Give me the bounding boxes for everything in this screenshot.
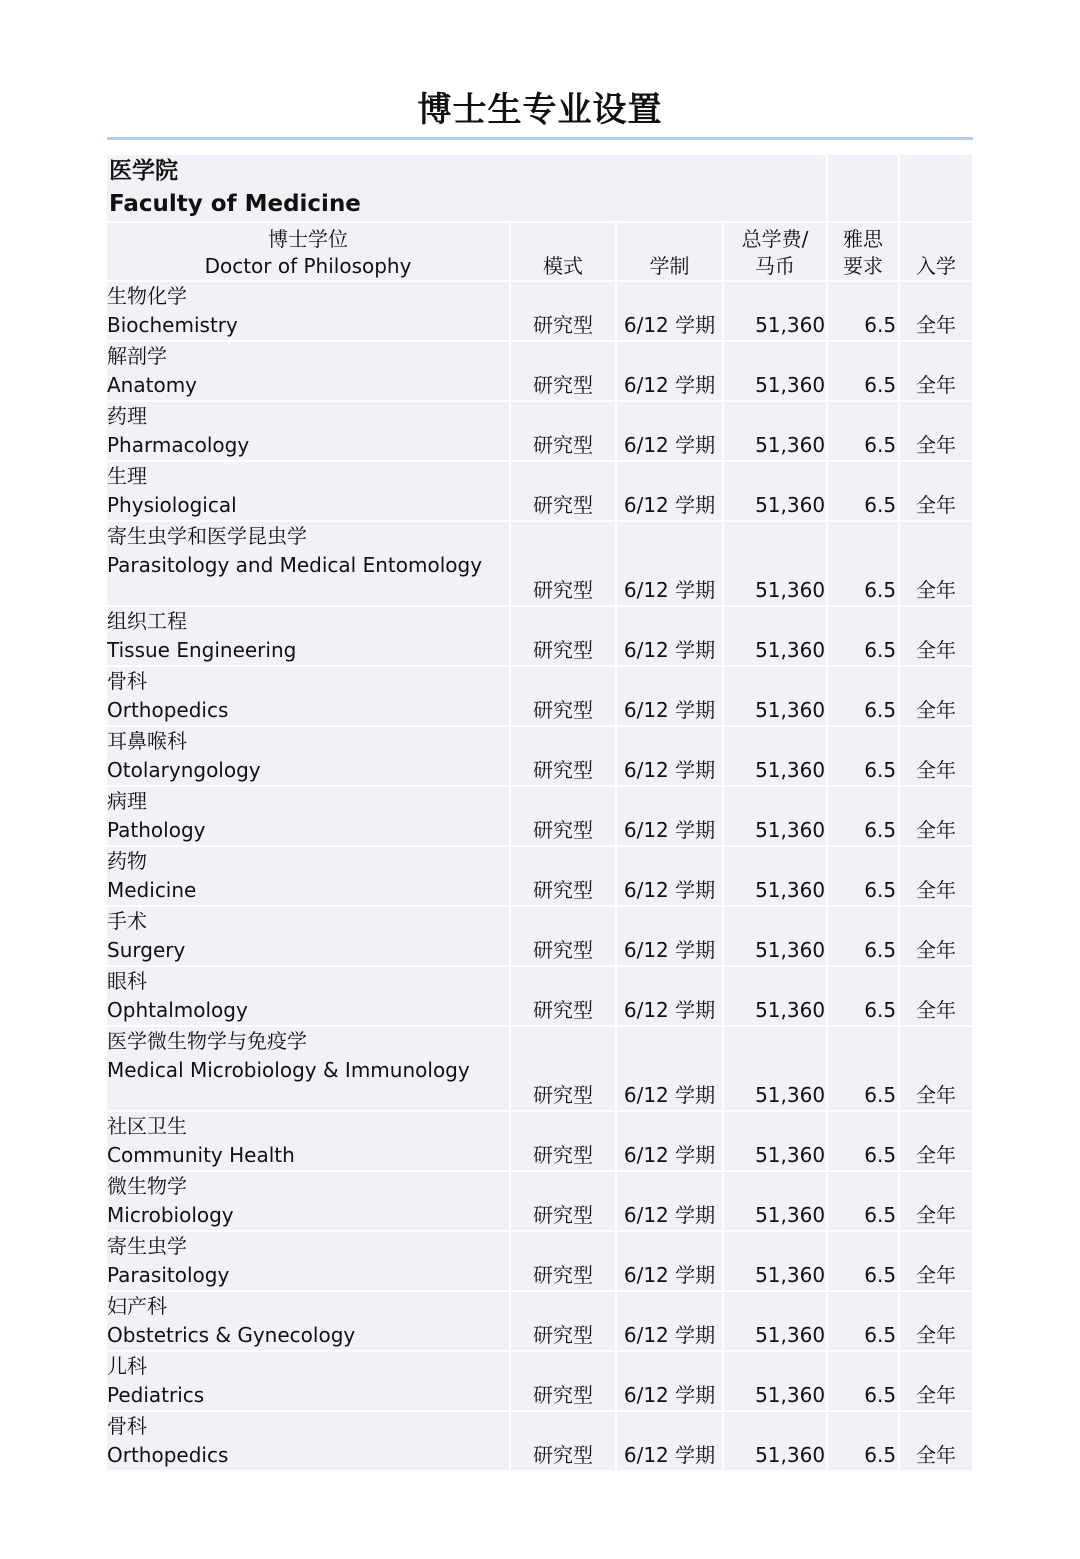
table-header-row	[107, 222, 973, 281]
program-ielts: 6.5	[827, 401, 899, 461]
program-mode: 研究型	[510, 281, 616, 341]
program-ielts: 6.5	[827, 1111, 899, 1171]
program-duration: 6/12 学期	[616, 461, 723, 521]
program-intake: 全年	[899, 1026, 973, 1111]
program-name-cn: 生物化学	[107, 284, 187, 308]
header-intake: 入学	[899, 222, 973, 281]
header-fee-line1: 总学费/	[741, 227, 809, 251]
program-intake: 全年	[899, 521, 973, 606]
program-mode: 研究型	[510, 666, 616, 726]
program-fee: 51,360	[723, 461, 827, 521]
program-ielts: 6.5	[827, 1026, 899, 1111]
table-row	[107, 1411, 973, 1471]
program-mode: 研究型	[510, 521, 616, 606]
program-fee: 51,360	[723, 1291, 827, 1351]
program-name-cn: 解剖学	[107, 344, 167, 368]
program-duration: 6/12 学期	[616, 726, 723, 786]
program-ielts: 6.5	[827, 906, 899, 966]
program-intake: 全年	[899, 606, 973, 666]
program-name-cn: 耳鼻喉科	[107, 729, 187, 753]
program-name-en: Biochemistry	[107, 313, 238, 337]
program-duration: 6/12 学期	[616, 786, 723, 846]
program-ielts: 6.5	[827, 521, 899, 606]
program-name-cn: 药理	[107, 404, 147, 428]
program-duration: 6/12 学期	[616, 1171, 723, 1231]
program-fee: 51,360	[723, 1026, 827, 1111]
program-mode: 研究型	[510, 606, 616, 666]
program-name-cell	[107, 1171, 510, 1231]
program-name-en: Anatomy	[107, 373, 198, 397]
program-fee: 51,360	[723, 906, 827, 966]
program-mode: 研究型	[510, 461, 616, 521]
program-fee: 51,360	[723, 726, 827, 786]
table-row	[107, 786, 973, 846]
program-ielts: 6.5	[827, 281, 899, 341]
program-intake: 全年	[899, 966, 973, 1026]
program-duration: 6/12 学期	[616, 521, 723, 606]
table-row	[107, 846, 973, 906]
program-name-cell	[107, 1411, 510, 1471]
program-name-en: Pediatrics	[107, 1383, 205, 1407]
program-mode: 研究型	[510, 341, 616, 401]
table-row	[107, 966, 973, 1026]
program-mode: 研究型	[510, 1291, 616, 1351]
title-divider	[107, 137, 973, 140]
program-name-cn: 微生物学	[107, 1174, 187, 1198]
program-duration: 6/12 学期	[616, 1411, 723, 1471]
header-mode: 模式	[510, 222, 616, 281]
program-mode: 研究型	[510, 1171, 616, 1231]
program-ielts: 6.5	[827, 341, 899, 401]
table-row	[107, 281, 973, 341]
table-row	[107, 726, 973, 786]
program-name-cell	[107, 906, 510, 966]
program-intake: 全年	[899, 461, 973, 521]
faculty-name-cn: 医学院	[109, 158, 178, 184]
header-degree-cn: 博士学位	[268, 227, 348, 251]
program-name-cell	[107, 1291, 510, 1351]
program-name-cell	[107, 1351, 510, 1411]
program-name-cell	[107, 1231, 510, 1291]
program-intake: 全年	[899, 1291, 973, 1351]
program-name-cn: 骨科	[107, 1414, 147, 1438]
header-duration: 学制	[616, 222, 723, 281]
program-ielts: 6.5	[827, 1231, 899, 1291]
program-intake: 全年	[899, 726, 973, 786]
program-name-en: Medical Microbiology & Immunology	[107, 1058, 470, 1082]
program-ielts: 6.5	[827, 666, 899, 726]
faculty-row	[107, 155, 973, 222]
program-ielts: 6.5	[827, 726, 899, 786]
page-title: 博士生专业设置	[417, 90, 663, 130]
program-duration: 6/12 学期	[616, 666, 723, 726]
program-fee: 51,360	[723, 1411, 827, 1471]
program-duration: 6/12 学期	[616, 1111, 723, 1171]
program-mode: 研究型	[510, 1231, 616, 1291]
program-name-cell	[107, 606, 510, 666]
program-intake: 全年	[899, 401, 973, 461]
program-name-cell	[107, 726, 510, 786]
program-fee: 51,360	[723, 1171, 827, 1231]
program-ielts: 6.5	[827, 1291, 899, 1351]
program-intake: 全年	[899, 786, 973, 846]
header-fee	[723, 222, 827, 281]
program-name-cell	[107, 786, 510, 846]
table-row	[107, 1351, 973, 1411]
program-mode: 研究型	[510, 846, 616, 906]
program-intake: 全年	[899, 1351, 973, 1411]
program-fee: 51,360	[723, 846, 827, 906]
program-duration: 6/12 学期	[616, 281, 723, 341]
program-fee: 51,360	[723, 966, 827, 1026]
program-name-cn: 生理	[107, 464, 147, 488]
program-name-en: Orthopedics	[107, 1443, 229, 1467]
program-intake: 全年	[899, 666, 973, 726]
program-name-cell	[107, 341, 510, 401]
program-name-cn: 组织工程	[107, 609, 187, 633]
program-name-en: Otolaryngology	[107, 758, 261, 782]
program-duration: 6/12 学期	[616, 906, 723, 966]
program-name-en: Microbiology	[107, 1203, 234, 1227]
program-fee: 51,360	[723, 786, 827, 846]
program-mode: 研究型	[510, 966, 616, 1026]
program-fee: 51,360	[723, 341, 827, 401]
program-name-en: Tissue Engineering	[107, 638, 297, 662]
program-name-cell	[107, 1026, 510, 1111]
program-name-cn: 病理	[107, 789, 147, 813]
program-intake: 全年	[899, 846, 973, 906]
header-degree-en: Doctor of Philosophy	[204, 254, 412, 278]
program-name-en: Pharmacology	[107, 433, 250, 457]
program-fee: 51,360	[723, 281, 827, 341]
program-duration: 6/12 学期	[616, 1231, 723, 1291]
program-name-cell	[107, 966, 510, 1026]
table-row	[107, 606, 973, 666]
program-name-cn: 妇产科	[107, 1294, 167, 1318]
program-intake: 全年	[899, 1411, 973, 1471]
program-name-en: Parasitology	[107, 1263, 230, 1287]
program-name-cell	[107, 1111, 510, 1171]
program-name-en: Obstetrics & Gynecology	[107, 1323, 356, 1347]
program-duration: 6/12 学期	[616, 1026, 723, 1111]
header-fee-line2: 马币	[755, 254, 796, 278]
table-row	[107, 521, 973, 606]
program-duration: 6/12 学期	[616, 1351, 723, 1411]
program-intake: 全年	[899, 1111, 973, 1171]
table-row	[107, 1231, 973, 1291]
program-name-en: Orthopedics	[107, 698, 229, 722]
program-ielts: 6.5	[827, 606, 899, 666]
program-fee: 51,360	[723, 606, 827, 666]
program-name-en: Medicine	[107, 878, 197, 902]
program-name-cell	[107, 846, 510, 906]
program-fee: 51,360	[723, 1351, 827, 1411]
program-fee: 51,360	[723, 1231, 827, 1291]
table-row	[107, 401, 973, 461]
faculty-empty-cell	[827, 155, 899, 222]
program-name-cell	[107, 281, 510, 341]
table-row	[107, 341, 973, 401]
program-duration: 6/12 学期	[616, 341, 723, 401]
program-name-cn: 骨科	[107, 669, 147, 693]
program-fee: 51,360	[723, 521, 827, 606]
program-intake: 全年	[899, 281, 973, 341]
program-name-en: Pathology	[107, 818, 206, 842]
table-row	[107, 1171, 973, 1231]
program-table	[107, 155, 974, 1472]
program-name-en: Physiological	[107, 493, 237, 517]
program-duration: 6/12 学期	[616, 606, 723, 666]
program-mode: 研究型	[510, 1026, 616, 1111]
program-name-en: Community Health	[107, 1143, 295, 1167]
faculty-name-en: Faculty of Medicine	[109, 191, 361, 217]
program-intake: 全年	[899, 1231, 973, 1291]
program-name-cell	[107, 461, 510, 521]
program-name-cell	[107, 521, 510, 606]
table-row	[107, 1291, 973, 1351]
program-ielts: 6.5	[827, 846, 899, 906]
table-row	[107, 461, 973, 521]
program-intake: 全年	[899, 1171, 973, 1231]
table-row	[107, 1111, 973, 1171]
program-mode: 研究型	[510, 726, 616, 786]
program-mode: 研究型	[510, 1351, 616, 1411]
table-row	[107, 666, 973, 726]
program-intake: 全年	[899, 341, 973, 401]
program-ielts: 6.5	[827, 786, 899, 846]
program-name-cn: 手术	[107, 909, 147, 933]
header-ielts-line1: 雅思	[843, 227, 884, 251]
faculty-empty-cell	[899, 155, 973, 222]
program-duration: 6/12 学期	[616, 1291, 723, 1351]
table-row	[107, 906, 973, 966]
program-fee: 51,360	[723, 401, 827, 461]
program-mode: 研究型	[510, 1111, 616, 1171]
program-mode: 研究型	[510, 401, 616, 461]
program-name-cn: 眼科	[107, 969, 147, 993]
program-mode: 研究型	[510, 906, 616, 966]
program-name-cn: 儿科	[107, 1354, 147, 1378]
program-name-cn: 寄生虫学和医学昆虫学	[107, 524, 307, 548]
program-ielts: 6.5	[827, 1411, 899, 1471]
header-ielts	[827, 222, 899, 281]
table-row	[107, 1026, 973, 1111]
program-duration: 6/12 学期	[616, 966, 723, 1026]
faculty-cell	[107, 155, 827, 222]
program-ielts: 6.5	[827, 461, 899, 521]
header-ielts-line2: 要求	[843, 254, 884, 278]
program-name-cn: 社区卫生	[107, 1114, 187, 1138]
program-ielts: 6.5	[827, 1171, 899, 1231]
program-name-en: Ophtalmology	[107, 998, 248, 1022]
program-name-cn: 寄生虫学	[107, 1234, 187, 1258]
program-mode: 研究型	[510, 1411, 616, 1471]
program-name-cn: 药物	[107, 849, 147, 873]
program-name-cell	[107, 401, 510, 461]
header-degree	[107, 222, 510, 281]
program-fee: 51,360	[723, 1111, 827, 1171]
program-fee: 51,360	[723, 666, 827, 726]
program-name-en: Parasitology and Medical Entomology	[107, 553, 483, 577]
program-intake: 全年	[899, 906, 973, 966]
program-ielts: 6.5	[827, 966, 899, 1026]
program-name-cn: 医学微生物学与免疫学	[107, 1029, 307, 1053]
program-name-cell	[107, 666, 510, 726]
program-duration: 6/12 学期	[616, 846, 723, 906]
program-ielts: 6.5	[827, 1351, 899, 1411]
program-duration: 6/12 学期	[616, 401, 723, 461]
program-mode: 研究型	[510, 786, 616, 846]
program-name-en: Surgery	[107, 938, 186, 962]
